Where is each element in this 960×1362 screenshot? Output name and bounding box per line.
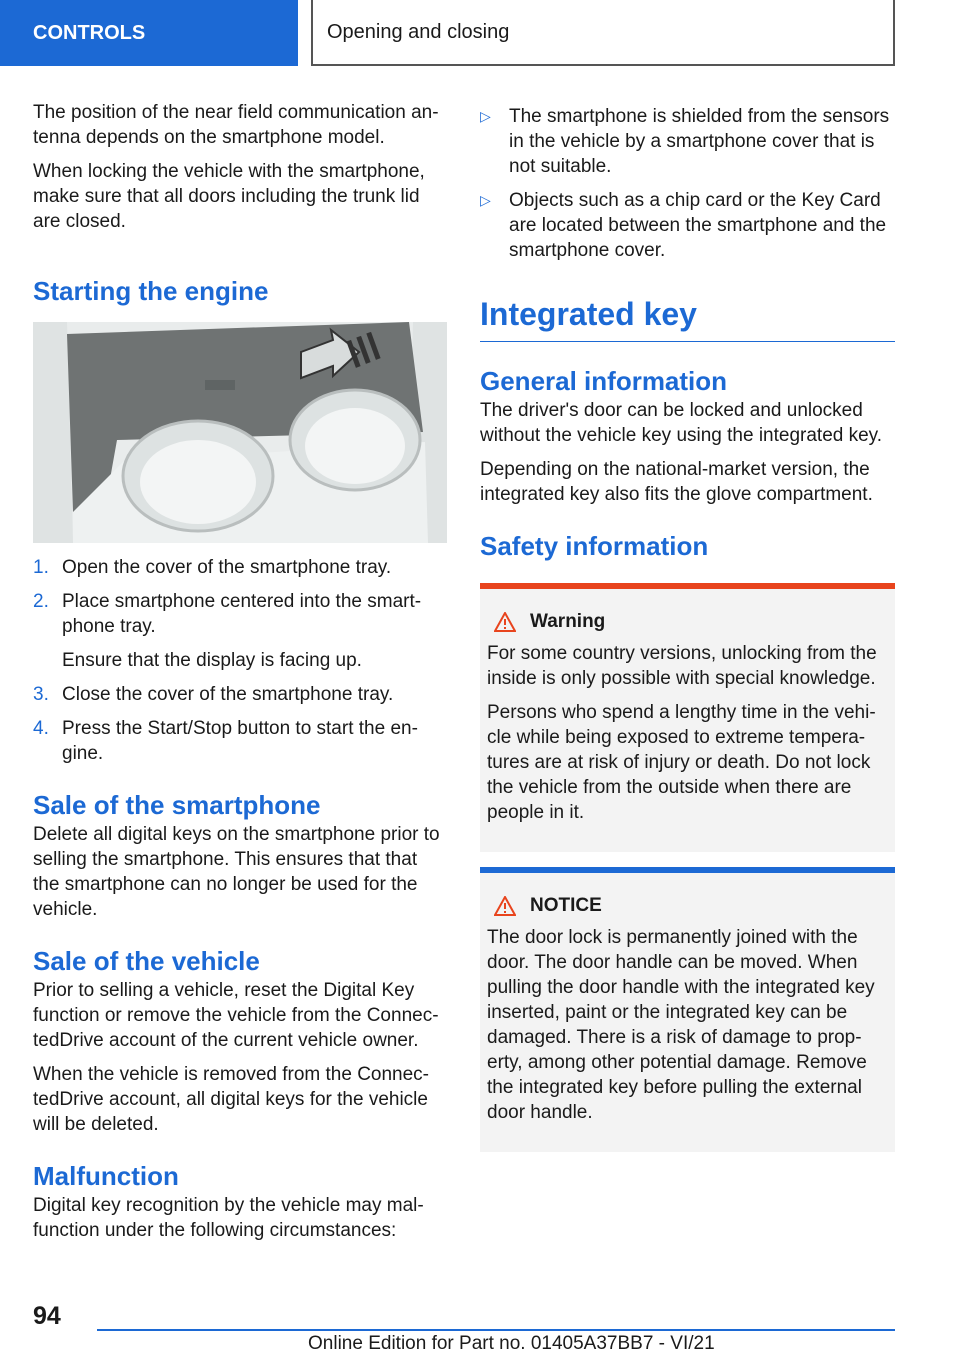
paragraph: Depending on the national-market version, the integrated key also fits the glove compartment. [480, 459, 873, 505]
paragraph: Prior to selling a vehicle, reset the Digital Key function or remove the vehicle from the Connec-tedDrive account of the current vehicle owner. [33, 980, 439, 1051]
step-number: 4. [33, 718, 49, 739]
page-number: 94 [33, 1302, 61, 1330]
list-item [33, 589, 447, 673]
notice-text: The door lock is permanently joined with the door. The door handle can be moved. When pulling the door handle with the integrated key inserted, paint or the integrated key can be damaged. There is a risk of damage to prop-erty, among other potential damage. Remove the integrated key before pulling the external door handle. [487, 927, 875, 1123]
chapter-title-tab [311, 0, 895, 66]
left-column [33, 100, 447, 1252]
warning-triangle-icon [494, 612, 516, 632]
notice-title-row [487, 895, 887, 917]
notice-triangle-icon [494, 896, 516, 916]
step-text: Place smartphone centered into the smart-phone tray. [62, 591, 422, 637]
heading-malfunction: Malfunction [33, 1161, 179, 1191]
steps-list [33, 555, 447, 766]
paragraph: The driver's door can be locked and unlocked without the vehicle key using the integrated key. [480, 400, 883, 446]
warning-text: For some country versions, unlocking from the inside is only possible with special knowledge. [487, 643, 877, 689]
right-column [480, 104, 895, 1152]
warning-title: Warning [530, 611, 606, 632]
triangle-bullet-icon: ▷ [480, 192, 491, 208]
smartphone-tray-image [33, 322, 447, 543]
list-item [480, 188, 895, 263]
list-item [33, 682, 447, 707]
heading-sale-smartphone: Sale of the smartphone [33, 790, 321, 820]
step-text: Close the cover of the smartphone tray. [62, 684, 394, 705]
paragraph: When the vehicle is removed from the Connec-tedDrive account, all digital keys for the vehicle will be deleted. [33, 1064, 430, 1135]
step-number: 1. [33, 557, 49, 578]
heading-starting-engine: Starting the engine [33, 276, 269, 306]
heading-safety-information: Safety information [480, 531, 709, 561]
footer-edition: Online Edition for Part no. 01405A37BB7 - VI/21 [308, 1333, 715, 1354]
bullet-list [480, 104, 895, 263]
heading-integrated-key: Integrated key [480, 293, 895, 342]
triangle-bullet-icon: ▷ [480, 108, 491, 124]
step-text: Press the Start/Stop button to start the en-gine. [62, 718, 418, 764]
section-tab [0, 0, 298, 66]
footer-divider [97, 1329, 895, 1331]
paragraph: When locking the vehicle with the smartphone, make sure that all doors including the trunk lid are closed. [33, 161, 425, 232]
step-number: 3. [33, 684, 49, 705]
warning-box [480, 583, 895, 852]
warning-title-row [487, 611, 887, 633]
list-item [33, 716, 447, 766]
paragraph: Delete all digital keys on the smartphone prior to selling the smartphone. This ensures that that the smartphone can no longer be used for the vehicle. [33, 824, 440, 920]
notice-title: NOTICE [530, 895, 602, 916]
paragraph: Digital key recognition by the vehicle may mal-function under the following circumstances: [33, 1195, 424, 1241]
paragraph: The position of the near field communication an-tenna depends on the smartphone model. [33, 102, 439, 148]
heading-general-information: General information [480, 366, 728, 396]
list-item [480, 104, 895, 179]
bullet-text: The smartphone is shielded from the sensors in the vehicle by a smartphone cover that is not suitable. [509, 106, 890, 177]
step-subtext: Ensure that the display is facing up. [62, 650, 362, 671]
section-label: CONTROLS [33, 21, 146, 44]
notice-box [480, 867, 895, 1152]
chapter-title: Opening and closing [327, 20, 510, 43]
step-number: 2. [33, 591, 49, 612]
step-text: Open the cover of the smartphone tray. [62, 557, 392, 578]
heading-sale-vehicle: Sale of the vehicle [33, 946, 260, 976]
bullet-text: Objects such as a chip card or the Key Card are located between the smartphone and the smartphone cover. [509, 190, 887, 261]
warning-text: Persons who spend a lengthy time in the vehi-cle while being exposed to extreme tempera-tures are at risk of injury or death. Do not lock the vehicle from the outside when there are people in it. [487, 702, 876, 823]
list-item [33, 555, 447, 580]
smartphone-tray-illustration [33, 322, 447, 543]
